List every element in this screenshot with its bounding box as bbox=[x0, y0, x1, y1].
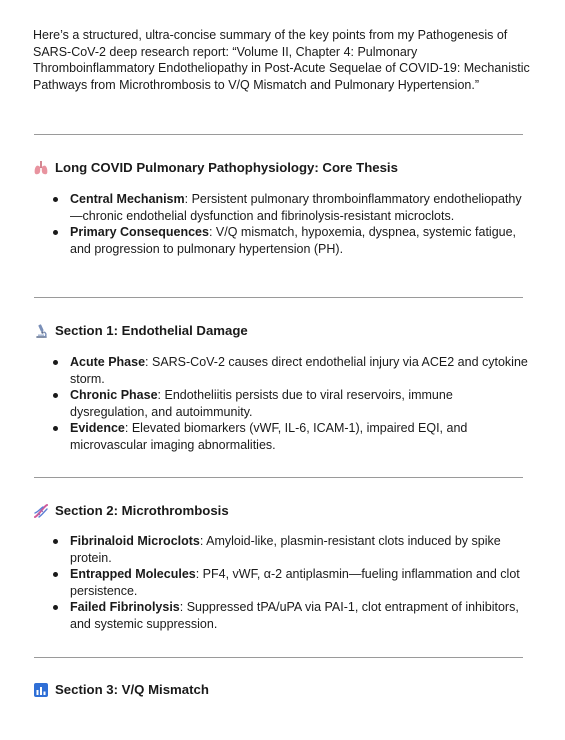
list-item-text: : V/Q mismatch, hypoxemia, dyspnea, systemic fatigue, and progression to pulmonary hypertension (PH). bbox=[70, 225, 517, 256]
list-item-text: : SARS-CoV-2 causes direct endothelial injury via ACE2 and cytokine storm. bbox=[70, 355, 528, 386]
list-item-text: : Endotheliitis persists due to viral reservoirs, immune dysregulation, and autoimmunity. bbox=[70, 388, 453, 419]
lungs-icon bbox=[33, 160, 49, 176]
divider bbox=[34, 134, 523, 135]
list-item-term: Fibrinaloid Microclots bbox=[70, 534, 200, 548]
list-item bbox=[0, 387, 530, 420]
intro-paragraph: Here’s a structured, ultra-concise summary of the key points from my Pathogenesis of SARS-CoV-2 deep research report: “Volume II, Chapter 4: Pulmonary Thromboinflammatory Endotheliopathy in Post-Acute Sequelae of COVID-19: Mechanistic Pathways from Microthrombosis to V/Q Mismatch and Pulmonary Hypertension.” bbox=[33, 28, 530, 92]
list-item bbox=[0, 354, 530, 387]
list-item bbox=[0, 566, 530, 599]
list-item-term: Central Mechanism bbox=[70, 192, 185, 206]
dna-icon bbox=[33, 503, 49, 519]
list-item bbox=[0, 420, 530, 453]
list-item bbox=[0, 224, 530, 257]
list-item bbox=[0, 533, 530, 566]
divider bbox=[34, 477, 523, 478]
section-heading-text: Section 2: Microthrombosis bbox=[55, 503, 229, 518]
section-heading-vq-mismatch bbox=[33, 681, 209, 699]
list-item-term: Primary Consequences bbox=[70, 225, 209, 239]
bullet-list-core-thesis bbox=[0, 191, 530, 257]
list-item bbox=[0, 599, 530, 632]
list-item-term: Evidence bbox=[70, 421, 125, 435]
divider bbox=[34, 297, 523, 298]
bullet-list-endothelial-damage bbox=[0, 354, 530, 453]
section-heading-text: Section 1: Endothelial Damage bbox=[55, 323, 248, 338]
list-item-term: Failed Fibrinolysis bbox=[70, 600, 180, 614]
microscope-icon bbox=[33, 323, 49, 339]
section-heading-microthrombosis bbox=[33, 502, 229, 520]
list-item-text: : Elevated biomarkers (vWF, IL-6, ICAM-1), impaired EQI, and microvascular imaging abnormalities. bbox=[70, 421, 468, 452]
section-heading-text: Long COVID Pulmonary Pathophysiology: Core Thesis bbox=[55, 160, 398, 175]
list-item-term: Entrapped Molecules bbox=[70, 567, 196, 581]
list-item-text: : Suppressed tPA/uPA via PAI-1, clot entrapment of inhibitors, and systemic suppression. bbox=[70, 600, 519, 631]
divider bbox=[34, 657, 523, 658]
list-item-term: Chronic Phase bbox=[70, 388, 158, 402]
list-item bbox=[0, 191, 530, 224]
section-heading-text: Section 3: V/Q Mismatch bbox=[55, 682, 209, 697]
list-item-text: : PF4, vWF, α-2 antiplasmin—fueling inflammation and clot persistence. bbox=[70, 567, 520, 598]
bullet-list-microthrombosis bbox=[0, 533, 530, 632]
list-item-term: Acute Phase bbox=[70, 355, 146, 369]
section-heading-core-thesis bbox=[33, 159, 398, 177]
chart-bar-icon bbox=[33, 682, 49, 698]
list-item-text: : Amyloid-like, plasmin-resistant clots induced by spike protein. bbox=[70, 534, 501, 565]
section-heading-endothelial-damage bbox=[33, 322, 248, 340]
list-item-text: : Persistent pulmonary thromboinflammatory endotheliopathy—chronic endothelial dysfunction and fibrinolysis-resistant microclots. bbox=[70, 192, 522, 223]
